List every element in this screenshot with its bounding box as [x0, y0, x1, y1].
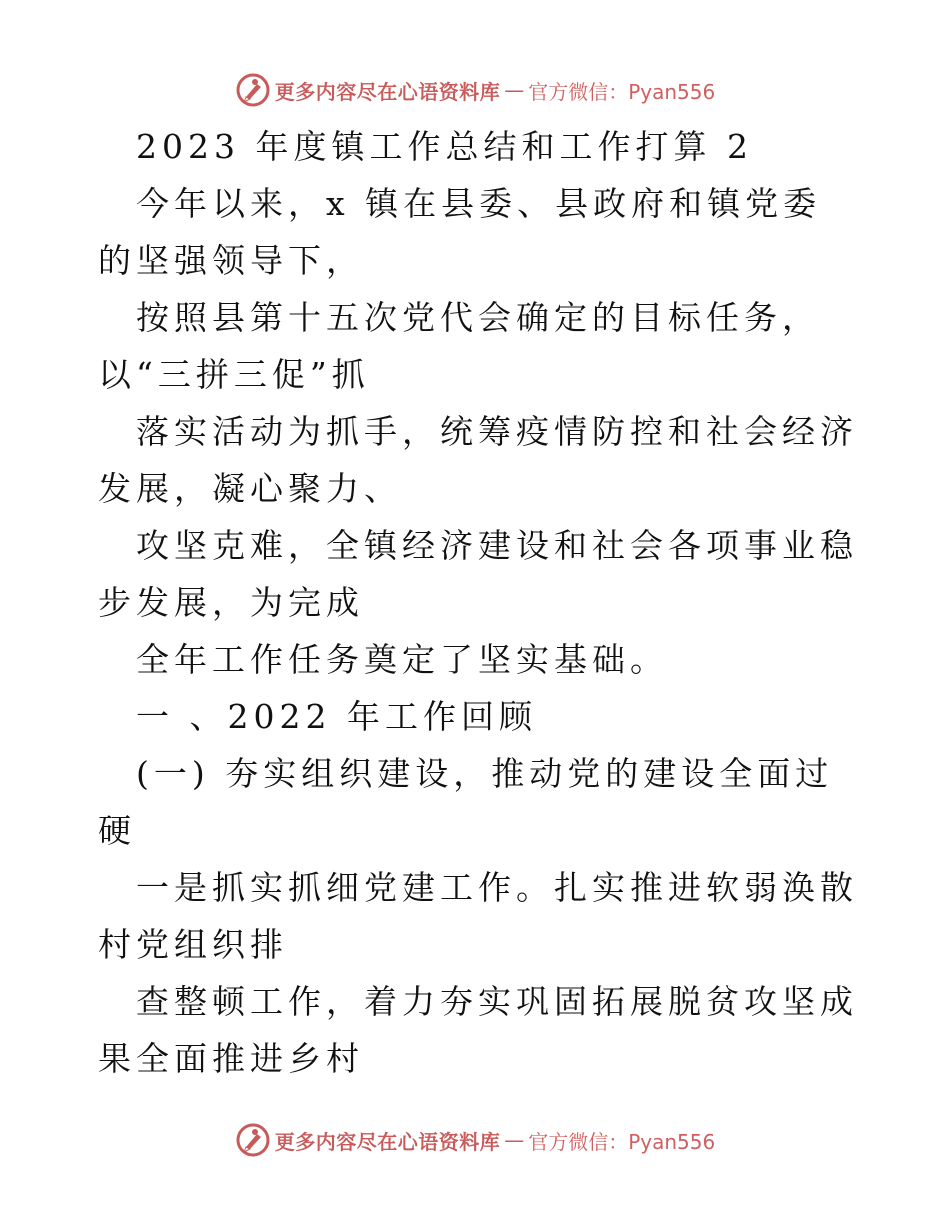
paragraph: 攻坚克难，全镇经济建设和社会各项事业稳步发展，为完成 — [98, 526, 858, 622]
paragraph: 一是抓实抓细党建工作。扎实推进软弱涣散村党组织排 — [98, 868, 858, 964]
watermark-contact-text: 官方微信：Pyan556 — [528, 1129, 716, 1154]
header-watermark — [0, 70, 950, 110]
subsection-heading: (一) 夯实组织建设，推动党的建设全面过硬 — [98, 754, 834, 850]
paragraph: 今年以来，x 镇在县委、县政府和镇党委的坚强领导下， — [98, 184, 822, 280]
paragraph: 按照县第十五次党代会确定的目标任务，以“三拼三促”抓 — [98, 298, 820, 394]
watermark-dash: — — [504, 1128, 525, 1152]
paragraph: 查整顿工作，着力夯实巩固拓展脱贫攻坚成果全面推进乡村 — [98, 982, 858, 1078]
pen-circle-icon — [235, 1122, 271, 1158]
watermark-brand-text: 更多内容尽在心语资料库 — [274, 1129, 501, 1154]
paragraph: 落实活动为抓手，统筹疫情防控和社会经济发展，凝心聚力、 — [98, 412, 858, 508]
document-title: 2023 年度镇工作总结和工作打算 2 — [136, 127, 753, 166]
footer-watermark — [0, 1120, 950, 1160]
document-body — [98, 118, 858, 1087]
pen-circle-icon — [235, 72, 271, 108]
watermark-contact-text: 官方微信：Pyan556 — [528, 79, 716, 104]
section-heading: 一 、2022 年工作回顾 — [136, 697, 537, 736]
watermark-brand-text: 更多内容尽在心语资料库 — [274, 79, 501, 104]
paragraph: 全年工作任务奠定了坚实基础。 — [136, 640, 668, 679]
watermark-dash: — — [504, 78, 525, 102]
